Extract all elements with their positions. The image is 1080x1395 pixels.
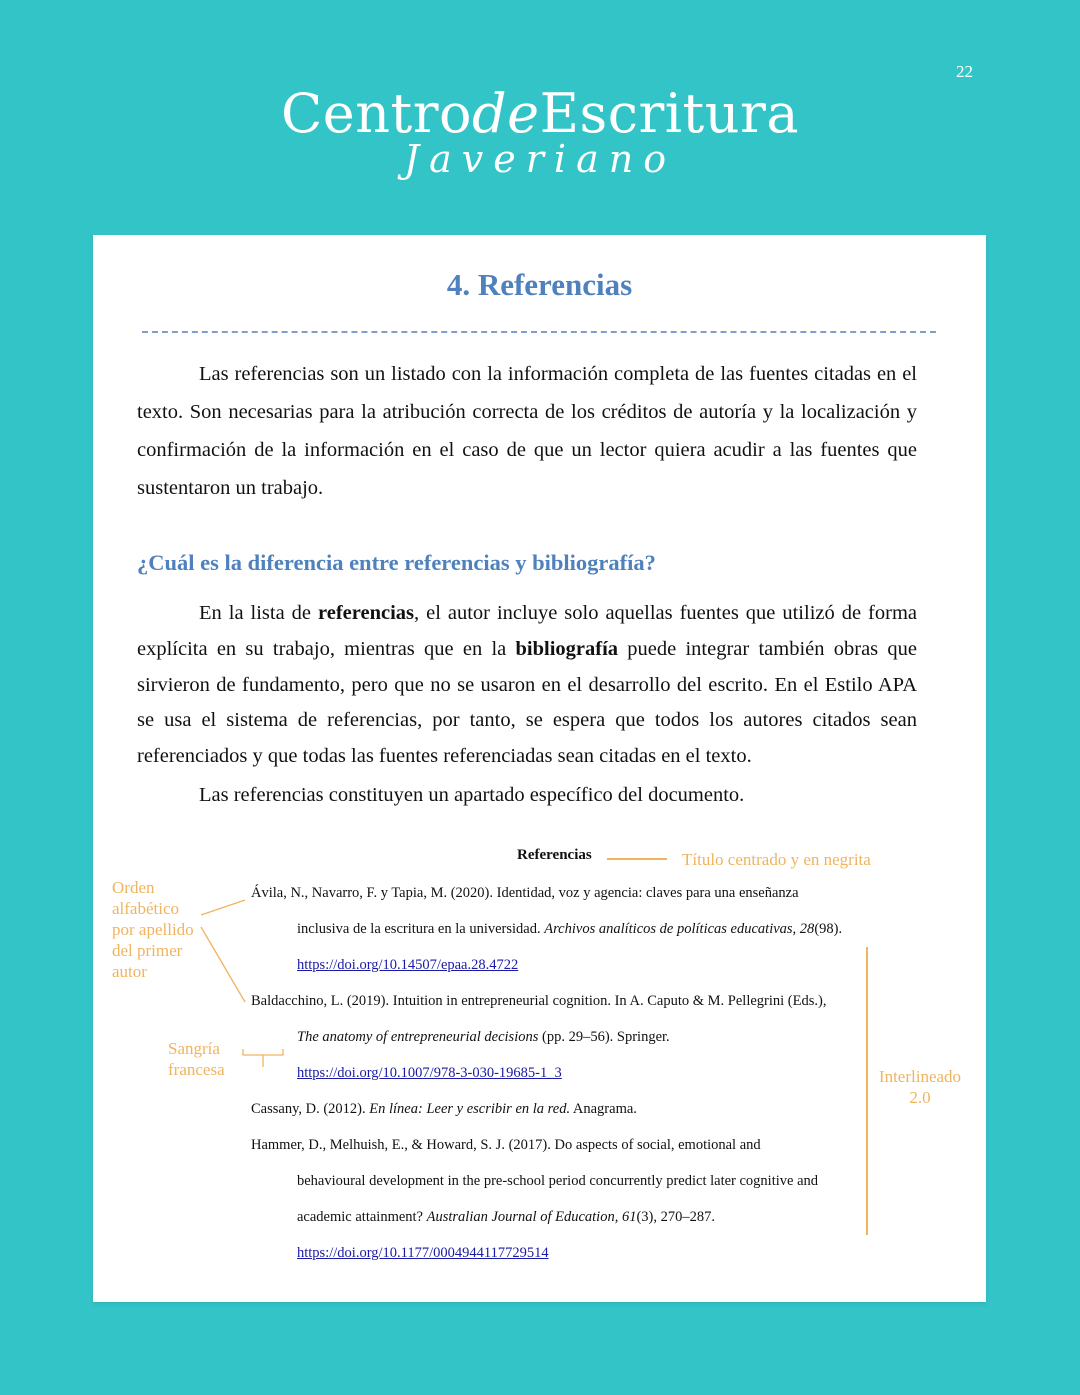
reference-example	[93, 235, 986, 1302]
logo-subtitle: Javeriano	[403, 137, 677, 182]
doi-link[interactable]: https://doi.org/10.1177/0004944117729514	[297, 1245, 549, 1261]
order-annotation: Orden alfabético por apellido del primer autor	[112, 878, 194, 981]
reference-entry-line: Hammer, D., Melhuish, E., & Howard, S. J. (2017). Do aspects of social, emotional and	[251, 1137, 761, 1153]
doi-link[interactable]: https://doi.org/10.1007/978-3-030-19685-1_3	[297, 1065, 562, 1081]
reference-entry-line: The anatomy of entrepreneurial decisions (pp. 29–56). Springer.	[297, 1029, 670, 1045]
reference-entry-line: academic attainment? Australian Journal of Education, 61(3), 270–287.	[297, 1209, 716, 1225]
logo-text: Centro	[280, 82, 473, 145]
bold-term: referencias	[318, 602, 415, 624]
content-card	[93, 235, 986, 1302]
difference-paragraph: En la lista de referencias, el autor incluye solo aquellas fuentes que utilizó de forma explícita en su trabajo, mientras que en la bibliografía puede integrar también obras que sirvieron de fundamento, pero que no se usaron en el desarrollo del escrito. En el Estilo APA se usa el sistema de referencias, por tanto, se espera que todos los autores citados sean referenciados y que todas las fuentes referenciadas sean citadas en el texto.	[137, 602, 917, 768]
order-annotation-lines	[193, 895, 253, 1005]
hanging-indent-annotation: Sangría francesa	[168, 1039, 225, 1079]
logo-text-italic: de	[472, 82, 540, 145]
subheading: ¿Cuál es la diferencia entre referencias y bibliografía?	[137, 550, 656, 575]
reference-entry-line: Cassany, D. (2012). En línea: Leer y escribir en la red. Anagrama.	[251, 1101, 637, 1117]
logo-text: Escritura	[539, 82, 800, 145]
hanging-indent-bracket-icon	[241, 1047, 287, 1069]
spacing-annotation-line	[866, 947, 868, 1235]
doi-link[interactable]: https://doi.org/10.14507/epaa.28.4722	[297, 957, 519, 973]
closing-paragraph: Las referencias constituyen un apartado específico del documento.	[199, 784, 745, 806]
reference-entry-line: inclusiva de la escritura en la universidad. Archivos analíticos de políticas educativas, 28(98).	[297, 921, 843, 937]
reference-entry-line: Baldacchino, L. (2019). Intuition in entrepreneurial cognition. In A. Caputo & M. Pellegrini (Eds.),	[251, 993, 827, 1009]
page-number: 22	[956, 62, 973, 81]
section-title: 4. Referencias	[446, 267, 633, 302]
reference-example-title: Referencias	[517, 847, 592, 863]
centro-escritura-logo	[0, 84, 1080, 181]
bold-term: bibliografía	[515, 637, 619, 660]
reference-entry-line: behavioural development in the pre-school period concurrently predict later cognitive and	[297, 1173, 819, 1189]
title-annotation-line	[607, 858, 667, 860]
title-annotation: Título centrado y en negrita	[682, 850, 871, 869]
spacing-annotation: Interlineado 2.0	[878, 1067, 962, 1107]
reference-entry-line: Ávila, N., Navarro, F. y Tapia, M. (2020). Identidad, voz y agencia: claves para una enseñanza	[251, 885, 799, 901]
intro-paragraph: Las referencias son un listado con la información completa de las fuentes citadas en el texto. Son necesarias para la atribución correcta de los créditos de autoría y la localización y confirmación de la información en el caso de que un lector quiera acudir a las fuentes que sustentaron un trabajo.	[137, 363, 917, 499]
